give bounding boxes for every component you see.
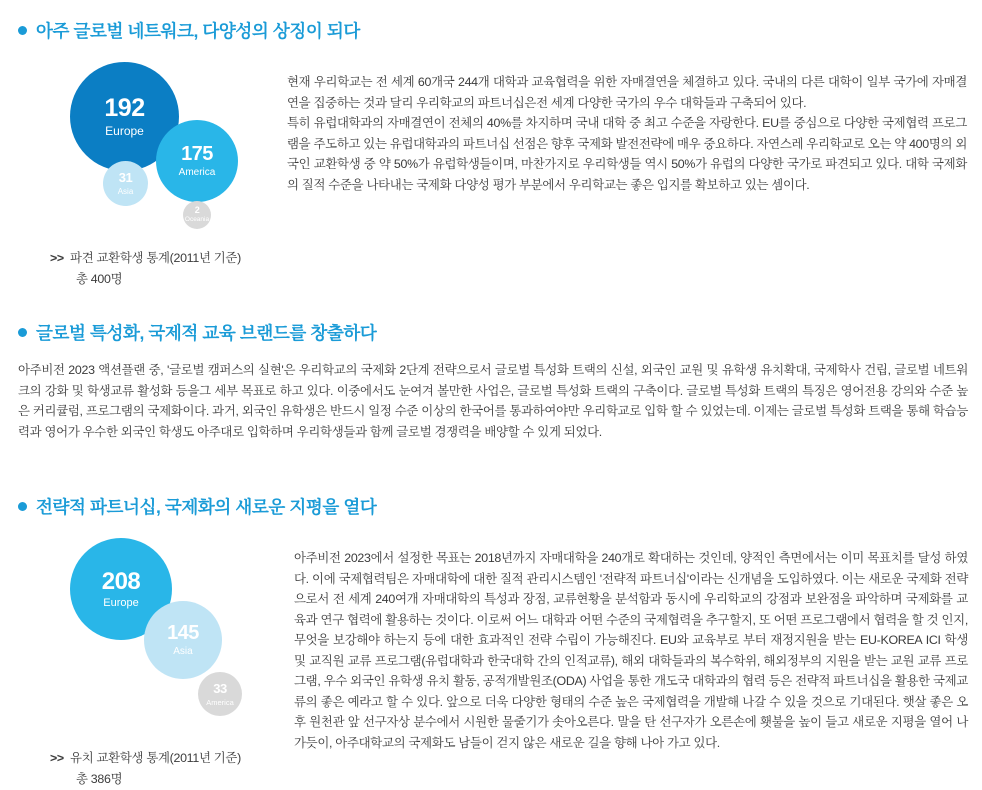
paragraph: 아주비전 2023 액션플랜 중, '글로벌 캠퍼스의 실현'은 우리학교의 국제화 2단계 전략으로서 글로벌 특성화 트랙의 신설, 외국인 교원 및 유학생 유치확대, 국제학사 건립, 글로벌 네트워크의 강화 및 학생교류 활성화 등을그 세부 목표로 하고 있다. 이중에서도 눈여겨 볼만한 사업은, 글로벌 특성화 트랙의 구축이다. 글로벌 특성화 트랙의 특징은 영어전용 강의와 수준 높은 커리큘럼, 프로그램의 국제화이다. 과거, 외국인 유학생은 반드시 일정 수준 이상의 한국어를 통과하여야만 우리학교로 입학 할 수 있었는데. 이제는 글로벌 특성화 트랙을 통해 학습능력과 영어가 우수한 외국인 학생도 아주대로 입학하며 우리학생들과 함께 글로벌 경쟁력을 배양할 수 있게 되었다.	[18, 363, 968, 439]
bubble-value: 192	[104, 94, 145, 122]
bubble-oceania	[183, 201, 211, 229]
bubble-value: 175	[181, 143, 213, 165]
bubble-value: 208	[101, 567, 141, 595]
section-body-global-specialization	[18, 360, 968, 442]
bubble-label: America	[206, 697, 234, 707]
section-body-strategic-partnership	[294, 548, 968, 753]
caption-arrows: >>	[50, 751, 64, 765]
caption-total: 총 386명	[76, 772, 123, 786]
caption-title: 유치 교환학생 통계(2011년 기준)	[70, 751, 241, 765]
section-heading-global-specialization	[18, 320, 376, 345]
bubble-label: Europe	[105, 124, 144, 138]
bubble-value: 31	[118, 170, 133, 185]
bubble-label: America	[178, 167, 216, 178]
caption-arrows: >>	[50, 251, 64, 265]
bullet-dot-icon	[18, 26, 27, 35]
bullet-dot-icon	[18, 502, 27, 511]
bubble-label: Asia	[173, 646, 193, 657]
section-heading-label: 글로벌 특성화, 국제적 교육 브랜드를 창출하다	[36, 323, 377, 343]
bubble-asia	[103, 161, 148, 206]
section-heading-label: 아주 글로벌 네트워크, 다양성의 상징이 되다	[36, 21, 360, 41]
bubble-value: 33	[213, 680, 227, 696]
bubble-label: Asia	[117, 187, 134, 196]
bubble-label: Europe	[103, 596, 139, 609]
caption-title: 파견 교환학생 통계(2011년 기준)	[70, 251, 241, 265]
section-body-global-network	[287, 72, 967, 195]
bubble-label: Oceania	[184, 216, 210, 224]
section-heading-label: 전략적 파트너십, 국제화의 새로운 지평을 열다	[36, 497, 377, 517]
caption-total: 총 400명	[76, 272, 123, 286]
bullet-dot-icon	[18, 328, 27, 337]
paragraph: 특히 유럽대학과의 자매결연이 전체의 40%를 차지하며 국내 대학 중 최고 수준을 자랑한다. EU를 중심으로 다양한 국제협력 프로그램을 주도하고 있는 유럽대학과의 파트너십 선점은 향후 국제화 발전전략에 매우 중요하다. 자연스레 우리학교로 오는 약 400명의 외국인 교환학생 중 약 50%가 유럽학생들이며, 마찬가지로 우리학생들 역시 50%가 유럽의 다양한 국가로 파견되고 있다. 대학 국제화의 질적 수준을 나타내는 국제화 다양성 평가 부분에서 우리학교는 좋은 입지를 확보하고 있는 셈이다.	[287, 116, 968, 192]
bubble-value: 2	[194, 205, 200, 216]
bubble-chart-outbound	[70, 62, 270, 232]
paragraph: 아주비전 2023에서 설정한 목표는 2018년까지 자매대학을 240개로 확대하는 것인데, 양적인 측면에서는 이미 목표치를 달성 하였다. 이에 국제협력팀은 자매대학에 대한 질적 관리시스템인 '전략적 파트너십'이라는 신개념을 도입하였다. 이는 새로운 국제화 전략으로서 전 세계 240여개 자매대학의 특성과 장점, 교류현황을 분석함과 동시에 우리학교의 강점과 보완점을 파악하며 국제화를 교육과 연구 협력에 활용하는 것이다. 이로써 어느 대학과 어떤 수준의 국제협력을 추구할지, 또 어떤 프로그램에서 협력을 할 것 인지, 무엇을 보강해야 하는지 등에 대한 효과적인 전략 수립이 가능해진다. EU와 교육부로 부터 재정지원을 받는 EU-KOREA ICI 학생 및 교직원 교류 프로그램(유럽대학과 한국대학 간의 인적교류), 해외 대학들과의 복수학위, 해외정부의 지원을 받는 교원 교류 프로그램, 우수 외국인 유학생 유치 활동, 공적개발원조(ODA) 사업을 통한 개도국 대학과의 협력 등은 전략적 파트너십을 활용한 국제교류의 좋은 예라고 할 수 있다. 앞으로 더욱 다양한 형태의 수준 높은 국제협력을 개발해 나갈 수 있을 것으로 기대된다. 햇살 좋은 오후 원천관 앞 선구자상 분수에서 시원한 물줄기가 솟아오른다. 말을 탄 선구자가 오른손에 횃불을 높이 들고 새로운 지평을 열어 나가듯이, 아주대학교의 국제화도 남들이 걷지 않은 새로운 길을 향해 나아 가고 있다.	[294, 551, 968, 750]
caption-inbound-exchange-stats	[50, 748, 280, 787]
caption-outbound-exchange-stats	[50, 248, 280, 287]
bubble-asia	[144, 601, 222, 679]
bubble-america	[198, 672, 242, 716]
bubble-america	[156, 120, 238, 202]
paragraph: 현재 우리학교는 전 세계 60개국 244개 대학과 교육협력을 위한 자매결연을 체결하고 있다. 국내의 다른 대학이 일부 국가에 자매결연을 집중하는 것과 달리 우리학교의 파트너십은전 세계 다양한 국가의 우수 대학들과 구축되어 있다.	[287, 75, 967, 110]
section-heading-global-network	[18, 18, 360, 43]
bubble-value: 145	[167, 622, 199, 644]
bubble-chart-inbound	[70, 538, 270, 713]
section-heading-strategic-partnership	[18, 494, 376, 519]
